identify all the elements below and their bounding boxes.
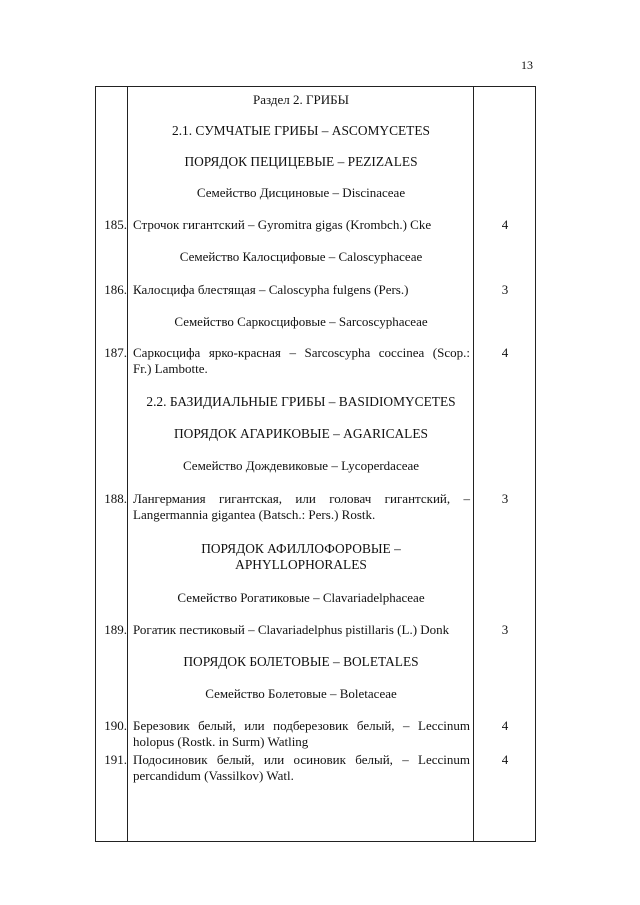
order-heading: APHYLLOPHORALES	[235, 557, 367, 572]
species-name-line: percandidum (Vassilkov) Watl.	[133, 768, 294, 783]
column-divider-right	[473, 86, 474, 842]
family-heading: Семейство Дождевиковые – Lycoperdaceae	[182, 458, 420, 473]
species-name: Строчок гигантский – Gyromitra gigas (Krombch.) Cke	[133, 217, 432, 232]
family-heading: Семейство Рогатиковые – Clavariadelphaceae	[177, 590, 425, 605]
species-name-line: Лангермания гигантская, или головач гигантский, –	[133, 491, 470, 506]
species-category: 4	[501, 752, 509, 767]
family-heading: Семейство Болетовые – Boletaceae	[205, 686, 397, 701]
species-number: 186.	[104, 282, 127, 297]
species-category: 3	[501, 491, 509, 506]
species-category: 3	[501, 282, 509, 297]
species-name: Калосцифа блестящая – Caloscypha fulgens (Pers.)	[133, 282, 409, 297]
species-name-line: Саркосцифа ярко-красная – Sarcoscypha coccinea (Scop.:	[133, 345, 470, 360]
family-heading: Семейство Дисциновые – Discinaceae	[196, 185, 406, 200]
species-name-line: Fr.) Lambotte.	[133, 361, 208, 376]
order-heading: ПОРЯДОК БОЛЕТОВЫЕ – BOLETALES	[183, 654, 419, 669]
species-name	[133, 718, 470, 750]
species-category: 3	[501, 622, 509, 637]
species-name	[133, 491, 470, 523]
order-heading: ПОРЯДОК АГАРИКОВЫЕ – AGARICALES	[174, 426, 428, 441]
order-heading: ПОРЯДОК АФИЛЛОФОРОВЫЕ –	[201, 541, 401, 556]
order-heading: ПОРЯДОК ПЕЦИЦЕВЫЕ – PEZIZALES	[184, 154, 418, 169]
species-number: 187.	[104, 345, 127, 360]
species-category: 4	[501, 345, 509, 360]
species-number: 185.	[104, 217, 127, 232]
page-number: 13	[521, 58, 533, 72]
species-name: Рогатик пестиковый – Clavariadelphus pistillaris (L.) Donk	[133, 622, 450, 637]
section-title: Раздел 2. ГРИБЫ	[253, 92, 349, 107]
species-name-line: Langermannia gigantea (Batsch.: Pers.) Rostk.	[133, 507, 376, 522]
subsection-title: 2.2. БАЗИДИАЛЬНЫЕ ГРИБЫ – BASIDIOMYCETES	[146, 394, 456, 409]
family-heading: Семейство Калосцифовые – Caloscyphaceae	[179, 249, 423, 264]
species-name	[133, 345, 470, 377]
species-name	[133, 752, 470, 784]
species-number: 189.	[104, 622, 127, 637]
family-heading: Семейство Саркосцифовые – Sarcoscyphaceae	[174, 314, 428, 329]
species-category: 4	[501, 718, 509, 733]
species-name-line: Березовик белый, или подберезовик белый, – Leccinum	[133, 718, 470, 733]
species-name-line: holopus (Rostk. in Surm) Watling	[133, 734, 309, 749]
species-number: 191.	[104, 752, 127, 767]
subsection-title: 2.1. СУМЧАТЫЕ ГРИБЫ – ASCOMYCETES	[172, 123, 430, 138]
species-number: 188.	[104, 491, 127, 506]
species-name-line: Подосиновик белый, или осиновик белый, – Leccinum	[133, 752, 470, 767]
column-divider-left	[127, 86, 128, 842]
species-category: 4	[501, 217, 509, 232]
species-number: 190.	[104, 718, 127, 733]
